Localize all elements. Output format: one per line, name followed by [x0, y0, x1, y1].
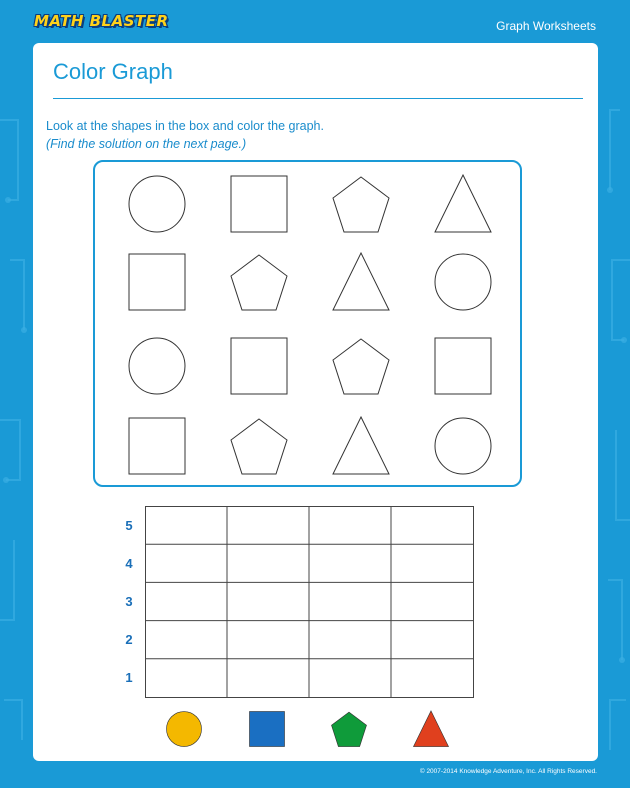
- y-label-4: 4: [125, 556, 133, 571]
- y-label-3: 3: [125, 594, 133, 609]
- legend-pentagon-icon: [329, 709, 369, 749]
- circle-icon: [431, 250, 495, 314]
- pentagon-icon: [329, 334, 393, 398]
- graph-grid[interactable]: [145, 506, 474, 698]
- square-icon: [125, 414, 189, 478]
- pentagon-icon: [329, 172, 393, 236]
- square-icon: [227, 334, 291, 398]
- math-blaster-logo[interactable]: MATH BLASTER: [34, 12, 169, 30]
- y-label-2: 2: [125, 632, 133, 647]
- triangle-icon: [329, 414, 393, 478]
- pentagon-icon: [227, 414, 291, 478]
- solution-note: (Find the solution on the next page.): [46, 137, 247, 151]
- square-icon: [125, 250, 189, 314]
- circle-icon: [125, 172, 189, 236]
- legend-square-icon: [247, 709, 287, 749]
- triangle-icon: [329, 250, 393, 314]
- y-label-5: 5: [125, 518, 133, 533]
- pentagon-icon: [227, 250, 291, 314]
- triangle-icon: [431, 172, 495, 236]
- worksheet-page: [33, 43, 598, 761]
- graph-worksheets-link[interactable]: Graph Worksheets: [496, 19, 596, 33]
- square-icon: [431, 334, 495, 398]
- y-label-1: 1: [125, 670, 133, 685]
- legend-triangle-icon: [411, 709, 451, 749]
- circle-icon: [431, 414, 495, 478]
- shape-box: [93, 160, 522, 487]
- title-divider: [53, 98, 583, 99]
- copyright: © 2007-2014 Knowledge Adventure, Inc. All Rights Reserved.: [419, 768, 597, 775]
- circle-icon: [125, 334, 189, 398]
- legend-circle-icon: [164, 709, 204, 749]
- page-title: Color Graph: [53, 59, 173, 84]
- instructions: [46, 117, 324, 153]
- instruction-text: Look at the shapes in the box and color the graph.: [46, 119, 324, 133]
- square-icon: [227, 172, 291, 236]
